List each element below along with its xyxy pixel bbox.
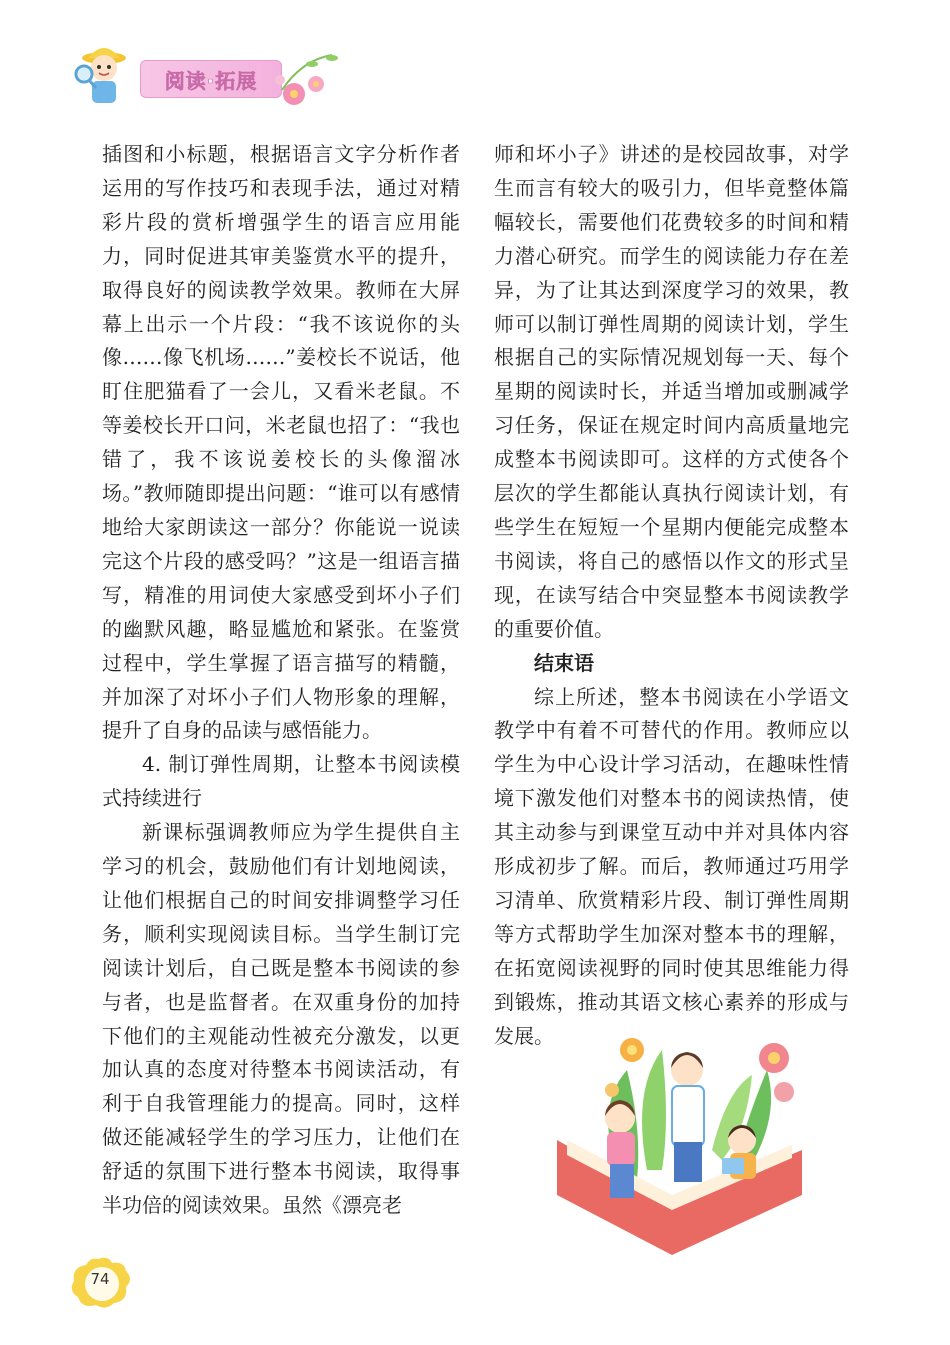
flower-decoration-icon: [272, 50, 367, 110]
section-header: [72, 40, 302, 110]
boy-with-magnifier-icon: [72, 40, 144, 110]
children-reading-book-icon: [552, 1030, 810, 1275]
left-column: [102, 138, 460, 1223]
page-number: 74: [90, 1270, 110, 1288]
paragraph: 新课标强调教师应为学生提供自主学习的机会，鼓励他们有计划地阅读，让他们根据自己的时间安排调整学习任务，顺利实现阅读目标。当学生制订完阅读计划后，自己既是整本书阅读的参与者，也是监督者。在双重身份的加持下他们的主观能动性被充分激发，以更加认真的态度对待整本书阅读活动，有利于自我管理能力的提高。同时，这样做还能减轻学生的学习压力，让他们在舒适的氛围下进行整本书阅读，取得事半功倍的阅读效果。虽然《漂亮老: [102, 820, 460, 1218]
paragraph: 综上所述，整本书阅读在小学语文教学中有着不可替代的作用。教师应以学生为中心设计学习活动，在趣味性情境下激发他们对整本书的阅读热情，使其主动参与到课堂互动中并对具体内容形成初步了解。而后，教师通过巧用学习清单、欣赏精彩片段、制订弹性周期等方式帮助学生加深对整本书的理解，在拓宽阅读视野的同时使其思维能力得到锻炼，推动其语文核心素养的形成与发展。: [494, 684, 849, 1048]
section-banner: [140, 60, 282, 98]
section-heading: 结束语: [534, 650, 594, 675]
paragraph: 师和坏小子》讲述的是校园故事，对学生而言有较大的吸引力，但毕竟整体篇幅较长，需要他们花费较多的时间和精力潜心研究。而学生的阅读能力存在差异，为了让其达到深度学习的效果，教师可以制订弹性周期的阅读计划，学生根据自己的实际情况规划每一天、每个星期的阅读时长，并适当增加或删减学习任务，保证在规定时间内高质量地完成整本书阅读即可。这样的方式使各个层次的学生都能认真执行阅读计划，有些学生在短短一个星期内便能完成整本书阅读，将自己的感悟以作文的形式呈现，在读写结合中突显整本书阅读教学的重要价值。: [494, 142, 849, 641]
right-column: [494, 138, 849, 1053]
paragraph: 插图和小标题，根据语言文字分析作者运用的写作技巧和表现手法，通过对精彩片段的赏析增强学生的语言应用能力，同时促进其审美鉴赏水平的提升，取得良好的阅读教学效果。教师在大屏幕上出示一个片段：“我不该说你的头像……像飞机场……”姜校长不说话，他盯住肥猫看了一会儿，又看米老鼠。不等姜校长开口问，米老鼠也招了：“我也错了，我不该说姜校长的头像溜冰场。”教师随即提出问题：“谁可以有感情地给大家朗读这一部分？你能说一说读完这个片段的感受吗？”这是一组语言描写，精准的用词使大家感受到坏小子们的幽默风趣，略显尴尬和紧张。在鉴赏过程中，学生掌握了语言描写的精髓，并加深了对坏小子们人物形象的理解，提升了自身的品读与感悟能力。: [102, 142, 460, 743]
section-title: 阅读·拓展: [164, 68, 258, 93]
subheading: 4. 制订弹性周期，让整本书阅读模式持续进行: [102, 752, 460, 811]
